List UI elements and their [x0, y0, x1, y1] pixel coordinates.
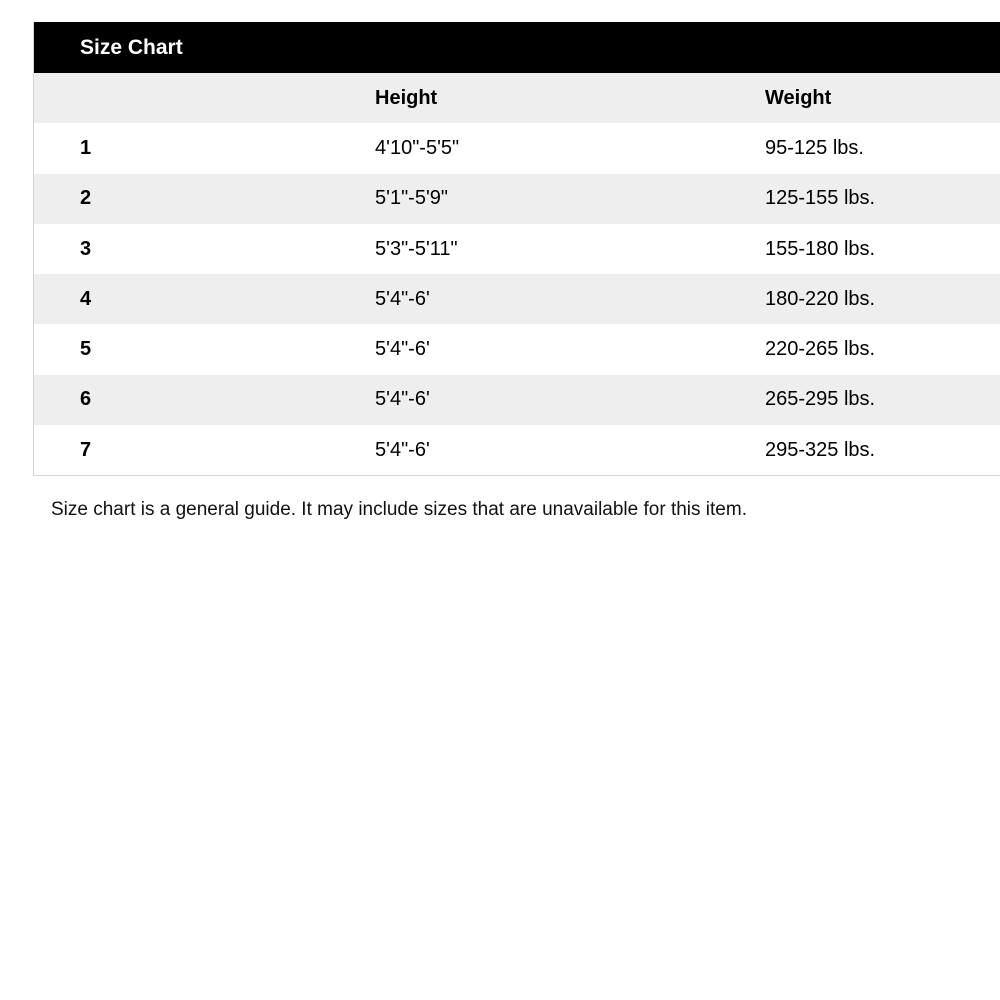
table-row — [34, 174, 1000, 224]
height-cell: 5'3"-5'11" — [375, 237, 458, 260]
height-cell: 5'4"-6' — [375, 338, 430, 361]
size-cell: 3 — [80, 237, 92, 260]
table-row — [34, 375, 1000, 425]
size-cell: 6 — [80, 388, 92, 411]
size-cell: 7 — [80, 438, 92, 461]
size-chart-title: Size Chart — [80, 35, 183, 59]
size-chart-table — [33, 22, 1000, 476]
table-row — [34, 224, 1000, 274]
weight-cell: 180-220 lbs. — [765, 287, 876, 310]
size-cell: 1 — [80, 136, 92, 159]
size-chart-note: Size chart is a general guide. It may include sizes that are unavailable for this item. — [51, 499, 747, 520]
height-cell: 5'4"-6' — [375, 388, 430, 411]
column-header-height: Height — [375, 86, 438, 109]
weight-cell: 155-180 lbs. — [765, 237, 876, 260]
table-row — [34, 123, 1000, 173]
height-cell: 4'10"-5'5" — [375, 136, 460, 159]
column-header-weight: Weight — [765, 86, 832, 109]
weight-cell: 295-325 lbs. — [765, 438, 876, 461]
table-header-row — [34, 73, 1000, 123]
height-cell: 5'4"-6' — [375, 438, 430, 461]
size-chart-title-bar — [34, 22, 1000, 73]
weight-cell: 265-295 lbs. — [765, 388, 876, 411]
height-cell: 5'4"-6' — [375, 287, 430, 310]
table-row — [34, 274, 1000, 324]
height-cell: 5'1"-5'9" — [375, 187, 448, 210]
weight-cell: 95-125 lbs. — [765, 136, 864, 159]
size-cell: 5 — [80, 338, 92, 361]
size-cell: 4 — [80, 287, 92, 310]
table-row — [34, 324, 1000, 374]
size-cell: 2 — [80, 187, 92, 210]
weight-cell: 220-265 lbs. — [765, 338, 876, 361]
table-row — [34, 425, 1000, 475]
weight-cell: 125-155 lbs. — [765, 187, 876, 210]
